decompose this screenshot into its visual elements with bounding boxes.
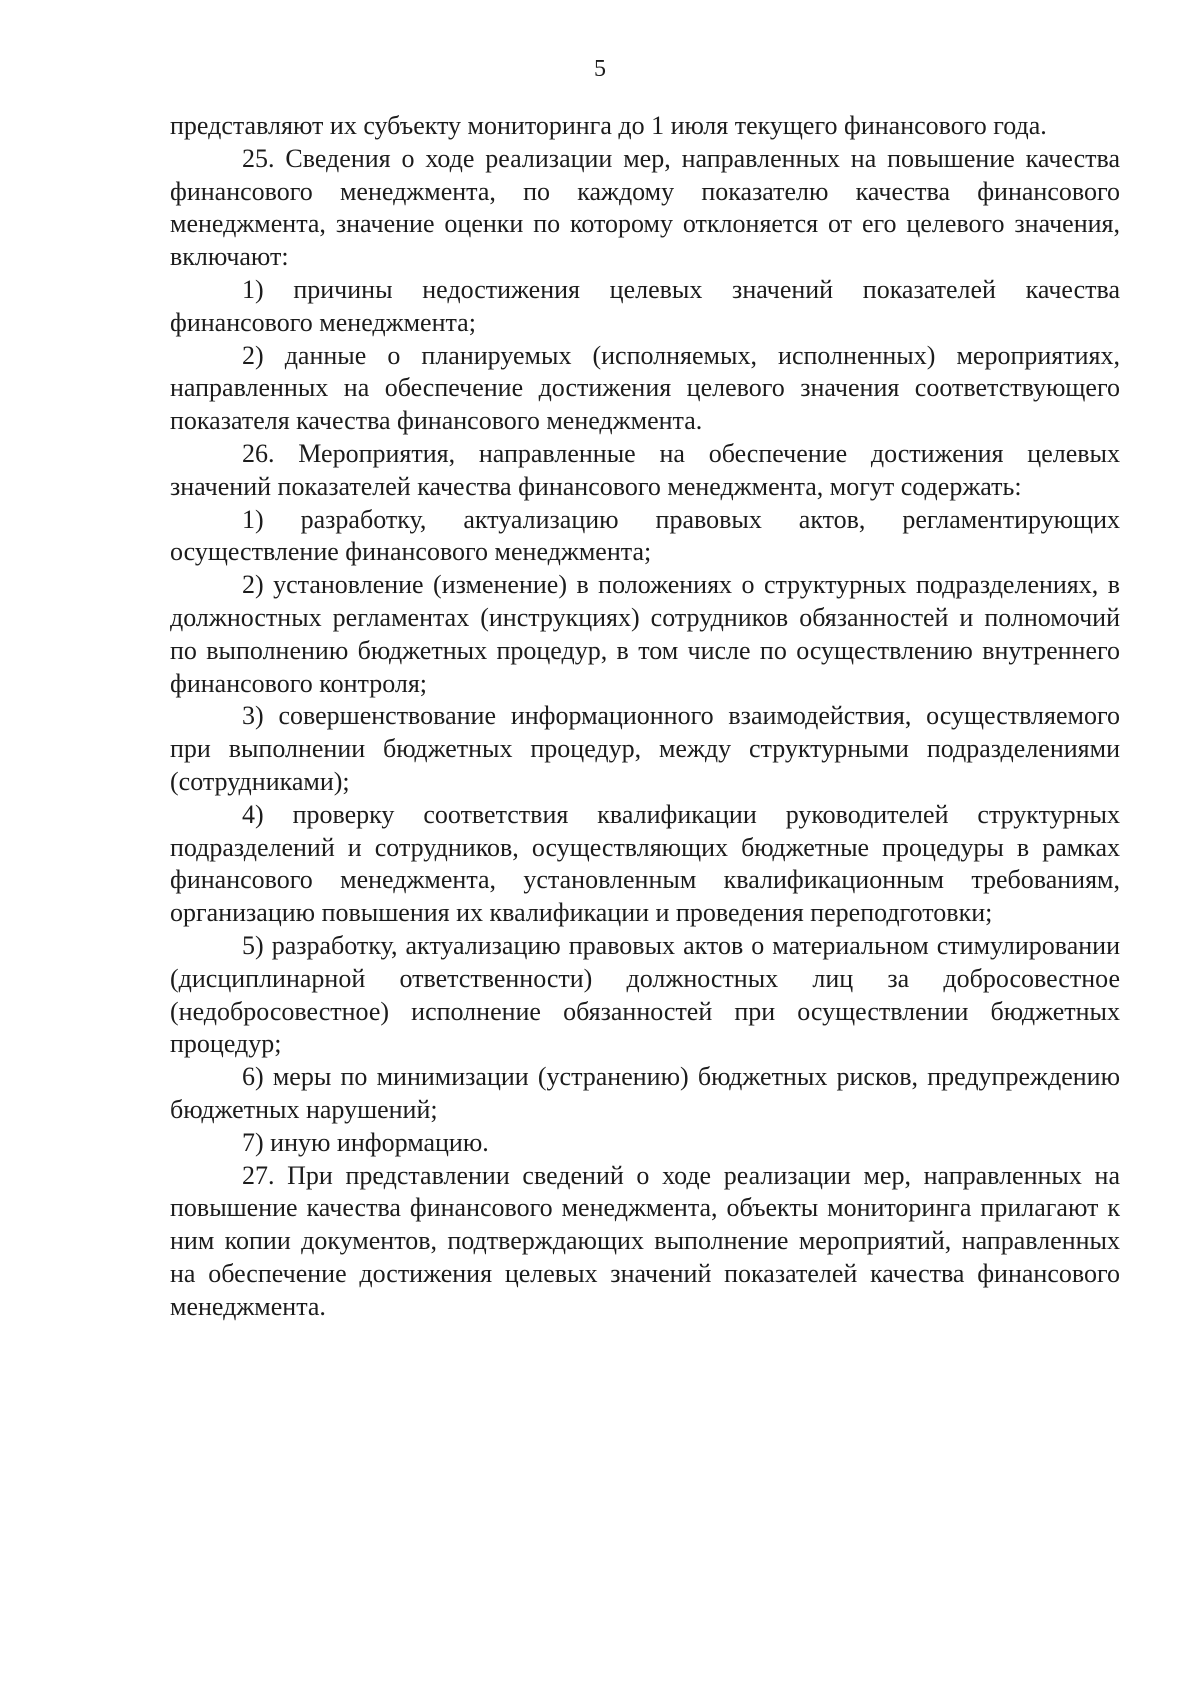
document-body xyxy=(170,110,1120,1323)
paragraph-26-item-1: 1) разработку, актуализацию правовых актов, регламентирующих осуществление финансового менеджмента; xyxy=(170,504,1120,567)
paragraph-25-item-1: 1) причины недостижения целевых значений показателей качества финансового менеджмента; xyxy=(170,274,1120,337)
paragraph-27: 27. При представлении сведений о ходе реализации мер, направленных на повышение качества финансового менеджмента, объекты мониторинга прилагают к ним копии документов, подтверждающих выполнение мероприятий, направленных на обеспечение достижения целевых значений показателей качества финансового менеджмента. xyxy=(170,1160,1120,1321)
paragraph-25: 25. Сведения о ходе реализации мер, направленных на повышение качества финансового менеджмента, по каждому показателю качества финансового менеджмента, значение оценки по которому отклоняется от его целевого значения, включают: xyxy=(170,143,1120,272)
page-number: 5 xyxy=(594,56,606,82)
paragraph-continuation: представляют их субъекту мониторинга до 1 июля текущего финансового года. xyxy=(170,111,1047,140)
paragraph-26-item-6: 6) меры по минимизации (устранению) бюджетных рисков, предупреждению бюджетных нарушений; xyxy=(170,1062,1120,1124)
paragraph-26-item-7: 7) иную информацию. xyxy=(242,1127,489,1157)
paragraph-26-item-4: 4) проверку соответствия квалификации руководителей структурных подразделений и сотрудников, осуществляющих бюджетные процедуры в рамках финансового менеджмента, установленным квалификационным требованиям, организацию повышения их квалификации и проведения переподготовки; xyxy=(170,799,1120,928)
paragraph-26: 26. Мероприятия, направленные на обеспечение достижения целевых значений показателей качества финансового менеджмента, могут содержать: xyxy=(170,438,1120,501)
paragraph-26-item-2: 2) установление (изменение) в положениях о структурных подразделениях, в должностных регламентах (инструкциях) сотрудников обязанностей и полномочий по выполнению бюджетных процедур, в том числе по осуществлению внутреннего финансового контроля; xyxy=(170,570,1120,698)
paragraph-26-item-3: 3) совершенствование информационного взаимодействия, осуществляемого при выполнении бюджетных процедур, между структурными подразделениями (сотрудниками); xyxy=(170,701,1120,796)
paragraph-26-item-5: 5) разработку, актуализацию правовых актов о материальном стимулировании (дисциплинарной ответственности) должностных лиц за добросовестное (недобросовестное) исполнение обязанностей при осуществлении бюджетных процедур; xyxy=(170,930,1120,1059)
paragraph-25-item-2: 2) данные о планируемых (исполняемых, исполненных) мероприятиях, направленных на обеспечение достижения целевого значения соответствующего показателя качества финансового менеджмента. xyxy=(170,340,1120,436)
